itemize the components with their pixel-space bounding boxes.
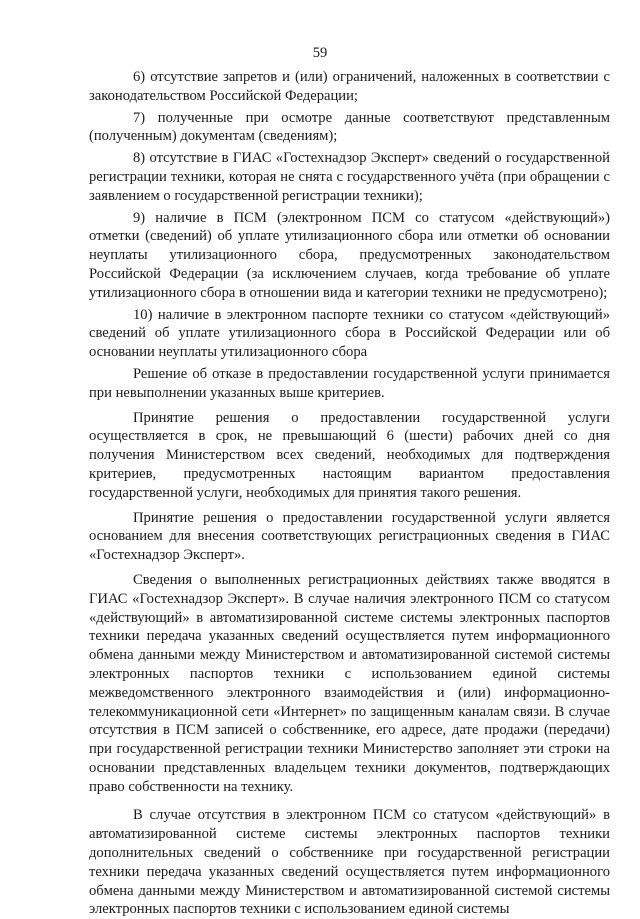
paragraph-missing-info: В случае отсутствия в электронном ПСМ со статусом «действующий» в автоматизированной системе системы электронных паспортов техники дополнительных сведений о собственнике при государственной регистрации техники передача указанных сведений осуществляется путем информационного обмена данными между Министерством и автоматизированной системой системы электронных паспортов техники с использованием единой системы	[89, 807, 610, 918]
paragraph-decision-deadline: Принятие решения о предоставлении государственной услуги осуществляется в срок, не превышающий 6 (шести) рабочих дней со дня получения Министерством всех сведений, необходимых для подтверждения критериев, предусмотренных настоящим вариантом предоставления государственной услуги, необходимых для принятия такого решения.	[89, 409, 610, 501]
page-number: 59	[312, 45, 328, 61]
paragraph-refusal-decision: Решение об отказе в предоставлении государственной услуги принимается при невыполнении указанных выше критериев.	[89, 365, 610, 401]
paragraph-criterion-8: 8) отсутствие в ГИАС «Гостехнадзор Эксперт» сведений о государственной регистрации техники, которая не снята с государственного учёта (при обращении с заявлением о государственной регистрации техники);	[89, 150, 610, 204]
paragraph-criterion-6: 6) отсутствие запретов и (или) ограничений, наложенных в соответствии с законодательством Российской Федерации;	[89, 69, 610, 104]
paragraph-registration-info: Сведения о выполненных регистрационных действиях также вводятся в ГИАС «Гостехнадзор Эксперт». В случае наличия электронного ПСМ со статусом «действующий» в автоматизированной системе системы электронных паспортов техники передача указанных сведений осуществляется путем информационного обмена данными между Министерством и автоматизированной системой системы электронных паспортов техники с использованием единой системы межведомственного электронного взаимодействия и (или) информационно-телекоммуникационной сети «Интернет» по защищенным каналам связи. В случае отсутствия в ПСМ записей о собственнике, его адресе, дате продажи (передачи) при государственной регистрации техники Министерство заполняет эти строки на основании представленных владельцем техники документов, подтверждающих право собственности на технику.	[89, 571, 610, 795]
paragraph-decision-basis: Принятие решения о предоставлении государственной услуги является основанием для внесения соответствующих регистрационных сведения в ГИАС «Гостехнадзор Эксперт».	[89, 509, 610, 564]
paragraph-criterion-9: 9) наличие в ПСМ (электронном ПСМ со статусом «действующий») отметки (сведений) об уплате утилизационного сбора или отметки об основании неуплаты утилизационного сбора, предусмотренных законодательством Российской Федерации (за исключением случаев, когда требование об уплате утилизационного сбора в отношении вида и категории техники не предусмотрено);	[89, 209, 610, 301]
document-body	[89, 68, 610, 919]
paragraph-criterion-7: 7) полученные при осмотре данные соответствуют представленным (полученным) документам (сведениям);	[89, 109, 610, 145]
paragraph-criterion-10: 10) наличие в электронном паспорте техники со статусом «действующий» сведений об уплате утилизационного сбора в Российской Федерации или об основании неуплаты утилизационного сбора	[89, 306, 610, 361]
